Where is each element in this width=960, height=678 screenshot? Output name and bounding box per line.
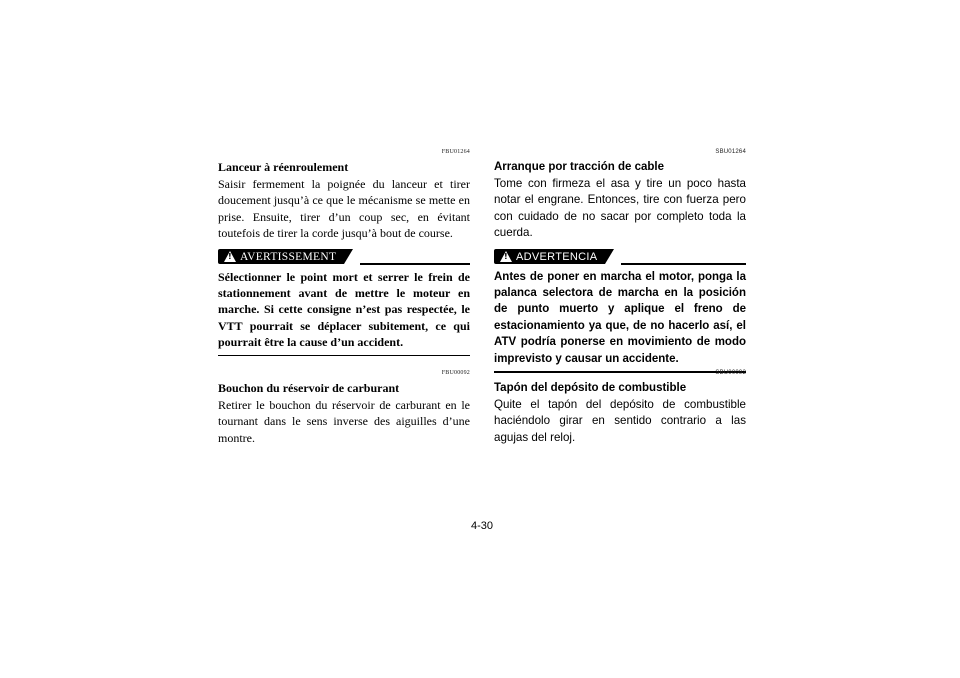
warning-triangle-icon: ! — [224, 251, 236, 262]
es-starter-code: SBU01264 — [715, 149, 746, 155]
fr-warning-badge — [218, 249, 344, 264]
es-warning-header — [494, 248, 746, 266]
es-starter-section — [494, 148, 746, 373]
fr-fuel-cap-body: Retirer le bouchon du réservoir de carburant en le tournant dans le sens inverse des aiguilles d’une montre. — [218, 398, 470, 445]
fr-starter-body: Saisir fermement la poignée du lanceur et tirer doucement jusqu’à ce que le mécanisme se mette en prise. Ensuite, tirer d’un coup sec, en évitant toutefois de tirer la corde jusqu’à bout de course. — [218, 177, 470, 241]
fr-warning-bottom-rule — [218, 355, 470, 357]
fr-warning-rule — [360, 263, 470, 265]
fr-fuel-cap-section — [218, 369, 470, 446]
fr-fuel-cap-heading: Bouchon du réservoir de carburant — [218, 381, 400, 395]
es-fuel-cap-section — [494, 369, 746, 446]
fr-starter-code: FBU01264 — [441, 149, 470, 155]
es-starter-heading: Arranque por tracción de cable — [494, 161, 664, 173]
es-fuel-cap-body: Quite el tapón del depósito de combustible haciéndolo girar en sentido contrario a las agujas del reloj. — [494, 398, 746, 444]
fr-fuel-cap-code: FBU00092 — [441, 370, 470, 376]
fr-warning-label: AVERTISSEMENT — [240, 250, 337, 263]
fr-starter-heading: Lanceur à réenroulement — [218, 160, 349, 174]
es-warning-rule — [621, 263, 746, 265]
es-warning-label: ADVERTENCIA — [516, 250, 598, 263]
fr-warning-text: Sélectionner le point mort et serrer le frein de stationnement avant de mettre le moteur en marche. Si cette consigne n’est pas respectée, le VTT pourrait se déplacer subitement, ce qui pourrait être la cause d’un accident. — [218, 269, 470, 350]
es-fuel-cap-code: SBU00092 — [715, 370, 746, 376]
page-number: 4-30 — [470, 520, 494, 532]
es-warning-badge — [494, 249, 605, 264]
warning-triangle-icon: ! — [500, 251, 512, 262]
fr-starter-section — [218, 148, 470, 356]
es-starter-body: Tome con firmeza el asa y tire un poco hasta notar el engrane. Entonces, tire con fuerza pero con cuidado de no sacar por completo toda la cuerda. — [494, 177, 746, 240]
es-fuel-cap-heading: Tapón del depósito de combustible — [494, 382, 687, 394]
fr-warning-header — [218, 248, 470, 266]
es-warning-text: Antes de poner en marcha el motor, ponga la palanca selectora de marcha en la posición de punto muerto y aplique el freno de estacionamiento ya que, de no hacerlo así, el ATV podría ponerse en movimiento de modo imprevisto y causar un accidente. — [494, 270, 746, 365]
